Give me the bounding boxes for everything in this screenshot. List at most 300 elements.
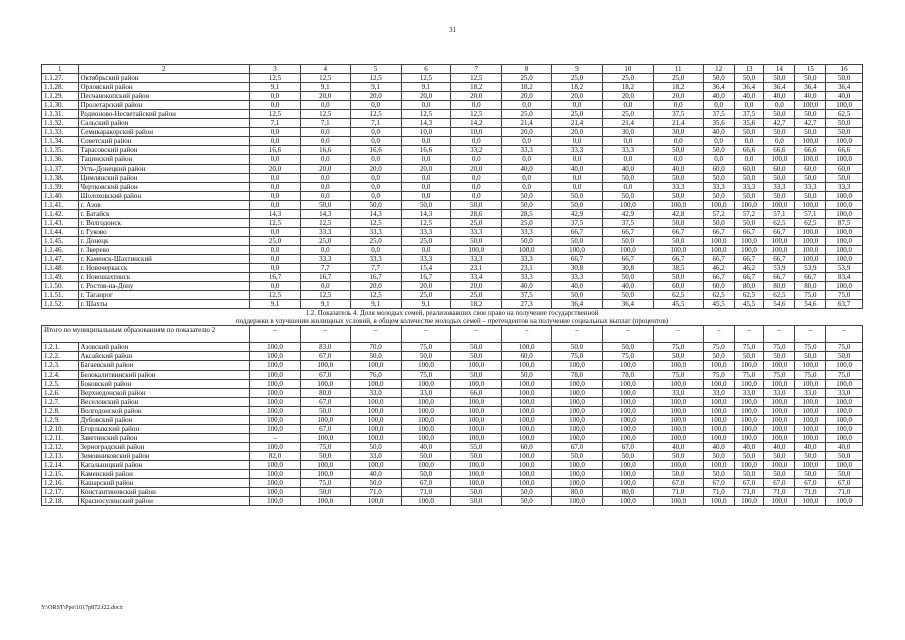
- value-cell: 100,0: [826, 200, 863, 209]
- value-cell: 50,0: [451, 352, 502, 361]
- value-cell: 60,0: [826, 164, 863, 173]
- value-cell: 50,0: [703, 451, 734, 460]
- value-cell: 33,0: [653, 388, 703, 397]
- value-cell: 0,0: [451, 173, 502, 182]
- value-cell: 36,4: [734, 83, 764, 92]
- row-name: г. Новочеркасск: [78, 264, 250, 273]
- value-cell: 12,5: [250, 218, 301, 227]
- value-cell: 100,0: [602, 245, 653, 254]
- value-cell: 46,2: [703, 264, 734, 273]
- value-cell: 33,0: [350, 388, 401, 397]
- value-cell: 9,1: [350, 83, 401, 92]
- row-code: 1.1.41.: [42, 200, 79, 209]
- row-code: 1.2.2.: [42, 352, 79, 361]
- value-cell: 40,0: [826, 442, 863, 451]
- value-cell: 100,0: [764, 361, 795, 370]
- value-cell: 66,6: [734, 146, 764, 155]
- value-cell: 50,0: [602, 343, 653, 352]
- value-cell: 62,5: [653, 291, 703, 300]
- value-cell: 100,0: [602, 379, 653, 388]
- value-cell: 100,0: [734, 433, 764, 442]
- value-cell: 100,0: [795, 415, 826, 424]
- value-cell: 100,0: [552, 470, 603, 479]
- table-row: [42, 442, 863, 451]
- value-cell: 78,0: [552, 370, 603, 379]
- value-cell: 50,0: [764, 110, 795, 119]
- value-cell: 100,0: [401, 415, 451, 424]
- value-cell: 50,0: [602, 273, 653, 282]
- value-cell: 66,7: [602, 227, 653, 236]
- value-cell: 50,0: [795, 352, 826, 361]
- row-code: 1.1.45.: [42, 236, 79, 245]
- column-number: 14: [764, 65, 795, 74]
- value-cell: 50,0: [653, 218, 703, 227]
- value-cell: 50,0: [350, 442, 401, 451]
- value-cell: 100,0: [350, 497, 401, 506]
- value-cell: 50,0: [300, 451, 350, 460]
- value-cell: 20,0: [300, 92, 350, 101]
- value-cell: 50,0: [602, 191, 653, 200]
- total-label: Итого по муниципальным образованиям по показателю 2: [42, 326, 250, 343]
- value-cell: 100,0: [350, 379, 401, 388]
- value-cell: –: [653, 326, 703, 343]
- value-cell: 20,0: [250, 164, 301, 173]
- table-row: [42, 370, 863, 379]
- row-code: 1.1.51.: [42, 291, 79, 300]
- value-cell: 50,0: [826, 451, 863, 460]
- value-cell: 33,3: [653, 182, 703, 191]
- row-name: г. Таганрог: [78, 291, 250, 300]
- value-cell: 66,7: [734, 227, 764, 236]
- value-cell: 100,0: [795, 155, 826, 164]
- value-cell: 0,0: [250, 191, 301, 200]
- value-cell: 70,0: [350, 343, 401, 352]
- table-row: [42, 282, 863, 291]
- value-cell: 18,2: [653, 83, 703, 92]
- row-name: Цимлянский район: [78, 173, 250, 182]
- value-cell: 50,0: [734, 451, 764, 460]
- row-name: Тацинский район: [78, 155, 250, 164]
- row-name: Азовский район: [78, 343, 250, 352]
- value-cell: 100,0: [401, 397, 451, 406]
- table-row: [42, 388, 863, 397]
- value-cell: 50,0: [653, 273, 703, 282]
- value-cell: 20,0: [350, 92, 401, 101]
- value-cell: 20,0: [451, 164, 502, 173]
- value-cell: 45,5: [734, 300, 764, 309]
- value-cell: 100,0: [250, 388, 301, 397]
- value-cell: 66,7: [734, 273, 764, 282]
- value-cell: 50,0: [602, 451, 653, 460]
- value-cell: 100,0: [502, 451, 552, 460]
- value-cell: 100,0: [300, 460, 350, 469]
- value-cell: 100,0: [401, 460, 451, 469]
- row-name: г. Новошахтинск: [78, 273, 250, 282]
- value-cell: –: [401, 326, 451, 343]
- value-cell: 60,0: [653, 282, 703, 291]
- value-cell: 50,0: [653, 236, 703, 245]
- value-cell: 76,0: [350, 370, 401, 379]
- value-cell: 100,0: [552, 479, 603, 488]
- value-cell: 14,3: [401, 209, 451, 218]
- table-row: [42, 406, 863, 415]
- value-cell: 100,0: [795, 397, 826, 406]
- value-cell: 100,0: [826, 460, 863, 469]
- value-cell: 100,0: [653, 361, 703, 370]
- value-cell: 100,0: [734, 406, 764, 415]
- value-cell: 46,2: [734, 264, 764, 273]
- row-name: Семикаракорский район: [78, 128, 250, 137]
- value-cell: 100,0: [502, 406, 552, 415]
- row-code: 1.2.14.: [42, 460, 79, 469]
- value-cell: 100,0: [734, 424, 764, 433]
- value-cell: 12,5: [250, 74, 301, 83]
- value-cell: 100,0: [502, 470, 552, 479]
- value-cell: 100,0: [451, 424, 502, 433]
- value-cell: –: [734, 326, 764, 343]
- value-cell: 50,0: [451, 488, 502, 497]
- value-cell: 83,4: [826, 273, 863, 282]
- value-cell: 100,0: [795, 379, 826, 388]
- table-row: [42, 236, 863, 245]
- value-cell: 100,0: [300, 415, 350, 424]
- value-cell: 100,0: [250, 470, 301, 479]
- value-cell: 100,0: [734, 397, 764, 406]
- value-cell: 100,0: [795, 497, 826, 506]
- value-cell: 100,0: [502, 433, 552, 442]
- value-cell: 100,0: [250, 370, 301, 379]
- row-name: Песчанокопский район: [78, 92, 250, 101]
- table-row: [42, 470, 863, 479]
- value-cell: 0,0: [653, 137, 703, 146]
- value-cell: –: [552, 326, 603, 343]
- value-cell: 18,2: [602, 83, 653, 92]
- value-cell: 75,0: [734, 370, 764, 379]
- value-cell: 16,7: [401, 273, 451, 282]
- value-cell: 45,5: [703, 300, 734, 309]
- value-cell: 0,0: [451, 182, 502, 191]
- value-cell: 33,3: [502, 146, 552, 155]
- value-cell: –: [703, 326, 734, 343]
- value-cell: 100,0: [401, 379, 451, 388]
- value-cell: 37,5: [602, 218, 653, 227]
- value-cell: 100,0: [300, 379, 350, 388]
- row-code: 1.1.29.: [42, 92, 79, 101]
- value-cell: 75,0: [401, 343, 451, 352]
- value-cell: 100,0: [451, 397, 502, 406]
- value-cell: 100,0: [826, 191, 863, 200]
- value-cell: 100,0: [552, 379, 603, 388]
- value-cell: 40,0: [350, 470, 401, 479]
- value-cell: 0,0: [350, 155, 401, 164]
- value-cell: 0,0: [250, 282, 301, 291]
- table-row: [42, 128, 863, 137]
- row-code: 1.1.31.: [42, 110, 79, 119]
- value-cell: 60,0: [502, 352, 552, 361]
- indicator-table: [41, 64, 863, 506]
- value-cell: 60,0: [703, 164, 734, 173]
- value-cell: 60,0: [764, 164, 795, 173]
- value-cell: 100,0: [552, 406, 603, 415]
- value-cell: 50,0: [734, 352, 764, 361]
- value-cell: 20,0: [602, 92, 653, 101]
- value-cell: 75,0: [703, 370, 734, 379]
- row-name: Боковский район: [78, 379, 250, 388]
- row-name: Советский район: [78, 137, 250, 146]
- value-cell: 0,0: [300, 282, 350, 291]
- value-cell: 16,6: [401, 146, 451, 155]
- value-cell: 10,0: [451, 128, 502, 137]
- value-cell: 50,0: [734, 218, 764, 227]
- row-name: Каменский район: [78, 470, 250, 479]
- page-number: 31: [449, 26, 456, 34]
- value-cell: 25,0: [401, 236, 451, 245]
- value-cell: 25,0: [451, 218, 502, 227]
- value-cell: 100,0: [451, 460, 502, 469]
- value-cell: 100,0: [502, 245, 552, 254]
- value-cell: 0,0: [401, 173, 451, 182]
- value-cell: 50,0: [552, 343, 603, 352]
- value-cell: 30,8: [602, 264, 653, 273]
- value-cell: 100,0: [350, 397, 401, 406]
- value-cell: 100,0: [764, 245, 795, 254]
- row-code: 1.1.47.: [42, 254, 79, 263]
- value-cell: 100,0: [502, 343, 552, 352]
- value-cell: 16,7: [250, 273, 301, 282]
- value-cell: 100,0: [703, 415, 734, 424]
- value-cell: 75,0: [826, 343, 863, 352]
- value-cell: 16,7: [300, 273, 350, 282]
- value-cell: 66,6: [764, 146, 795, 155]
- value-cell: 50,0: [350, 352, 401, 361]
- value-cell: 36,4: [552, 300, 603, 309]
- column-number: 9: [552, 65, 603, 74]
- value-cell: 75,0: [300, 479, 350, 488]
- table-row: [42, 101, 863, 110]
- value-cell: 7,7: [350, 264, 401, 273]
- table-row: [42, 424, 863, 433]
- value-cell: 100,0: [250, 442, 301, 451]
- value-cell: 100,0: [401, 433, 451, 442]
- value-cell: 12,5: [300, 74, 350, 83]
- value-cell: 40,0: [653, 442, 703, 451]
- value-cell: 100,0: [502, 397, 552, 406]
- value-cell: 62,5: [734, 291, 764, 300]
- value-cell: 50,0: [350, 200, 401, 209]
- value-cell: 9,1: [350, 300, 401, 309]
- value-cell: 0,0: [250, 200, 301, 209]
- row-code: 1.2.17.: [42, 488, 79, 497]
- value-cell: –: [250, 433, 301, 442]
- value-cell: 7,1: [350, 119, 401, 128]
- value-cell: 37,5: [502, 291, 552, 300]
- value-cell: 100,0: [350, 415, 401, 424]
- value-cell: 100,0: [502, 415, 552, 424]
- value-cell: 40,0: [795, 442, 826, 451]
- value-cell: 50,0: [602, 291, 653, 300]
- value-cell: 18,2: [451, 83, 502, 92]
- value-cell: 12,5: [300, 291, 350, 300]
- value-cell: 100,0: [826, 209, 863, 218]
- value-cell: 100,0: [795, 460, 826, 469]
- value-cell: 50,0: [795, 110, 826, 119]
- value-cell: 80,0: [764, 282, 795, 291]
- row-name: г. Ростов-на-Дону: [78, 282, 250, 291]
- value-cell: 83,0: [300, 343, 350, 352]
- value-cell: 100,0: [764, 415, 795, 424]
- value-cell: 0,0: [250, 155, 301, 164]
- value-cell: 100,0: [764, 460, 795, 469]
- value-cell: 66,7: [552, 254, 603, 263]
- value-cell: 100,0: [401, 361, 451, 370]
- value-cell: 9,1: [401, 83, 451, 92]
- value-cell: 36,4: [826, 83, 863, 92]
- row-name: Егорлыкский район: [78, 424, 250, 433]
- value-cell: 57,1: [795, 209, 826, 218]
- value-cell: 100,0: [764, 424, 795, 433]
- value-cell: 50,0: [764, 173, 795, 182]
- table-row: [42, 488, 863, 497]
- row-code: 1.1.43.: [42, 218, 79, 227]
- value-cell: 50,0: [826, 128, 863, 137]
- value-cell: –: [250, 326, 301, 343]
- value-cell: 9,1: [250, 83, 301, 92]
- row-name: г. Волгодонск: [78, 218, 250, 227]
- value-cell: 66,7: [703, 254, 734, 263]
- value-cell: 100,0: [502, 460, 552, 469]
- value-cell: 25,0: [401, 291, 451, 300]
- column-number: 10: [602, 65, 653, 74]
- value-cell: 42,8: [653, 209, 703, 218]
- value-cell: 40,0: [602, 164, 653, 173]
- value-cell: 100,0: [602, 433, 653, 442]
- value-cell: 7,7: [300, 264, 350, 273]
- value-cell: 25,0: [552, 110, 603, 119]
- value-cell: 0,0: [401, 137, 451, 146]
- value-cell: 20,0: [401, 92, 451, 101]
- value-cell: 67,0: [300, 370, 350, 379]
- table-row: [42, 218, 863, 227]
- value-cell: 100,0: [300, 470, 350, 479]
- value-cell: 0,0: [451, 155, 502, 164]
- value-cell: 100,0: [703, 433, 734, 442]
- table-row: [42, 451, 863, 460]
- value-cell: 67,0: [826, 479, 863, 488]
- value-cell: 100,0: [764, 433, 795, 442]
- value-cell: 82,0: [250, 451, 301, 460]
- table-row: [42, 460, 863, 469]
- value-cell: 20,0: [401, 282, 451, 291]
- value-cell: 100,0: [653, 497, 703, 506]
- value-cell: 100,0: [734, 379, 764, 388]
- value-cell: 40,0: [703, 442, 734, 451]
- value-cell: 71,0: [764, 488, 795, 497]
- value-cell: 100,0: [795, 254, 826, 263]
- value-cell: 35,6: [703, 119, 734, 128]
- value-cell: 80,0: [552, 488, 603, 497]
- value-cell: 0,0: [350, 173, 401, 182]
- column-number: 12: [703, 65, 734, 74]
- value-cell: 100,0: [502, 479, 552, 488]
- row-code: 1.2.12.: [42, 442, 79, 451]
- value-cell: 66,7: [602, 254, 653, 263]
- value-cell: 0,0: [502, 101, 552, 110]
- value-cell: 12,5: [350, 74, 401, 83]
- value-cell: 66,7: [795, 273, 826, 282]
- value-cell: 12,5: [300, 218, 350, 227]
- value-cell: 21,4: [502, 119, 552, 128]
- value-cell: 40,0: [795, 92, 826, 101]
- value-cell: 66,7: [653, 227, 703, 236]
- value-cell: 33,0: [826, 388, 863, 397]
- row-name: г. Донецк: [78, 236, 250, 245]
- value-cell: 50,0: [502, 191, 552, 200]
- row-name: Сальский район: [78, 119, 250, 128]
- value-cell: 57,2: [703, 209, 734, 218]
- value-cell: 100,0: [401, 424, 451, 433]
- value-cell: 50,0: [401, 470, 451, 479]
- value-cell: 25,0: [502, 74, 552, 83]
- row-code: 1.1.38.: [42, 173, 79, 182]
- row-name: Усть-Донецкий район: [78, 164, 250, 173]
- value-cell: 100,0: [826, 137, 863, 146]
- value-cell: 100,0: [300, 433, 350, 442]
- value-cell: 33,3: [734, 182, 764, 191]
- value-cell: 33,3: [350, 227, 401, 236]
- value-cell: 50,0: [764, 451, 795, 460]
- value-cell: 16,7: [350, 273, 401, 282]
- value-cell: 100,0: [826, 379, 863, 388]
- value-cell: 50,0: [401, 451, 451, 460]
- value-cell: 75,0: [795, 291, 826, 300]
- value-cell: 100,0: [703, 397, 734, 406]
- value-cell: 80,0: [795, 282, 826, 291]
- value-cell: 50,0: [795, 173, 826, 182]
- value-cell: 100,0: [250, 397, 301, 406]
- value-cell: 100,0: [703, 424, 734, 433]
- value-cell: 50,0: [703, 173, 734, 182]
- row-code: 1.2.5.: [42, 379, 79, 388]
- value-cell: 36,4: [764, 83, 795, 92]
- row-name: Тарасовский район: [78, 146, 250, 155]
- value-cell: 50,0: [451, 497, 502, 506]
- value-cell: 0,0: [451, 101, 502, 110]
- file-path-footer: Y:\ORST\Ppo\1017p872.f22.docx: [41, 605, 123, 611]
- value-cell: 12,5: [451, 110, 502, 119]
- value-cell: 50,0: [350, 479, 401, 488]
- value-cell: 100,0: [451, 415, 502, 424]
- value-cell: 100,0: [764, 379, 795, 388]
- value-cell: 50,0: [502, 200, 552, 209]
- value-cell: 0,0: [401, 245, 451, 254]
- value-cell: 0,0: [451, 191, 502, 200]
- table-row: [42, 227, 863, 236]
- value-cell: 23,1: [451, 264, 502, 273]
- value-cell: 27,3: [502, 300, 552, 309]
- value-cell: 75,0: [653, 343, 703, 352]
- value-cell: 18,2: [552, 83, 603, 92]
- value-cell: 100,0: [795, 137, 826, 146]
- value-cell: 100,0: [826, 227, 863, 236]
- value-cell: 100,0: [734, 245, 764, 254]
- value-cell: 100,0: [734, 361, 764, 370]
- value-cell: 40,0: [401, 442, 451, 451]
- value-cell: 42,9: [552, 209, 603, 218]
- value-cell: –: [350, 326, 401, 343]
- value-cell: 63,7: [826, 300, 863, 309]
- value-cell: 20,0: [653, 92, 703, 101]
- value-cell: 100,0: [826, 406, 863, 415]
